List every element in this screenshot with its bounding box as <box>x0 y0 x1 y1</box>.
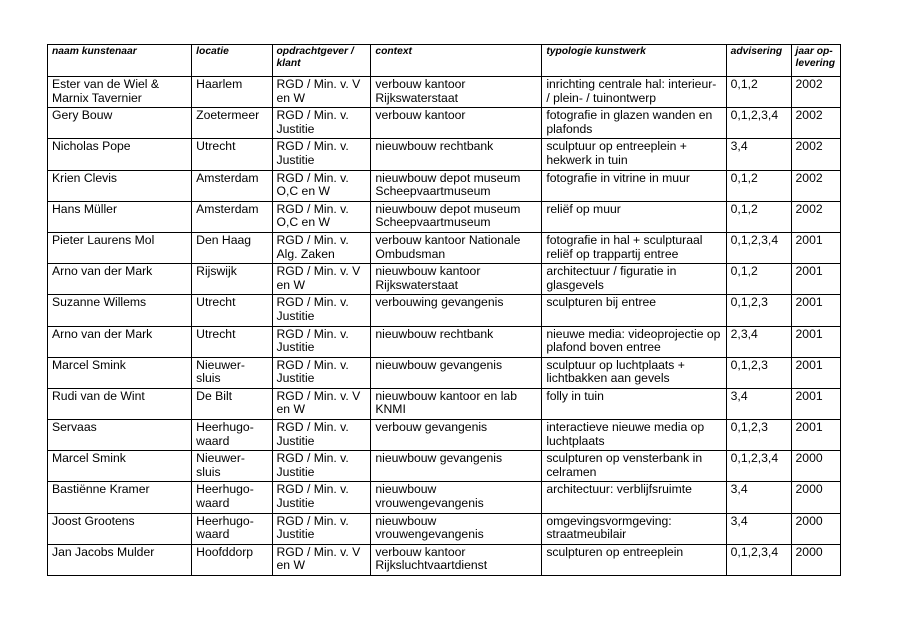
cell-typologie: fotografie in vitrine in muur <box>542 170 726 201</box>
table-row <box>48 201 841 232</box>
table-row <box>48 357 841 388</box>
cell-opdrachtgever: RGD / Min. v. V en W <box>272 77 371 108</box>
table-row <box>48 77 841 108</box>
cell-typologie: reliëf op muur <box>542 201 726 232</box>
cell-jaar-oplevering: 2002 <box>791 108 840 139</box>
cell-typologie: architectuur / figuratie in glasgevels <box>542 264 726 295</box>
cell-advisering: 2,3,4 <box>726 326 791 357</box>
cell-jaar-oplevering: 2001 <box>791 326 840 357</box>
cell-typologie: folly in tuin <box>542 388 726 419</box>
cell-jaar-oplevering: 2000 <box>791 451 840 482</box>
cell-typologie: sculpturen op vensterbank in celramen <box>542 451 726 482</box>
cell-naam-kunstenaar: Ester van de Wiel & Marnix Tavernier <box>48 77 192 108</box>
cell-context: nieuwbouw kantoor Rijkswaterstaat <box>371 264 542 295</box>
cell-opdrachtgever: RGD / Min. v. O,C en W <box>272 201 371 232</box>
cell-naam-kunstenaar: Jan Jacobs Mulder <box>48 544 192 575</box>
table-row <box>48 108 841 139</box>
cell-locatie: Heerhugo-waard <box>192 513 272 544</box>
table-row <box>48 170 841 201</box>
cell-jaar-oplevering: 2000 <box>791 482 840 513</box>
header-naam-kunstenaar: naam kunstenaar <box>48 45 192 77</box>
table-row <box>48 482 841 513</box>
cell-advisering: 0,1,2 <box>726 201 791 232</box>
table-row <box>48 513 841 544</box>
cell-naam-kunstenaar: Suzanne Willems <box>48 295 192 326</box>
cell-context: nieuwbouw rechtbank <box>371 326 542 357</box>
cell-typologie: nieuwe media: videoprojectie op plafond boven entree <box>542 326 726 357</box>
header-locatie: locatie <box>192 45 272 77</box>
cell-locatie: Rijswijk <box>192 264 272 295</box>
cell-typologie: sculpturen op entreeplein <box>542 544 726 575</box>
cell-advisering: 3,4 <box>726 513 791 544</box>
table-row <box>48 388 841 419</box>
cell-jaar-oplevering: 2001 <box>791 232 840 263</box>
cell-advisering: 3,4 <box>726 139 791 170</box>
cell-naam-kunstenaar: Nicholas Pope <box>48 139 192 170</box>
table-body <box>48 77 841 576</box>
cell-context: nieuwbouw vrouwengevangenis <box>371 482 542 513</box>
cell-context: verbouw kantoor Rijksluchtvaartdienst <box>371 544 542 575</box>
cell-locatie: Heerhugo-waard <box>192 482 272 513</box>
cell-opdrachtgever: RGD / Min. v. Justitie <box>272 482 371 513</box>
cell-jaar-oplevering: 2001 <box>791 420 840 451</box>
cell-naam-kunstenaar: Arno van der Mark <box>48 264 192 295</box>
cell-locatie: Zoetermeer <box>192 108 272 139</box>
cell-opdrachtgever: RGD / Min. v. Justitie <box>272 326 371 357</box>
header-opdrachtgever: opdrachtgever / klant <box>272 45 371 77</box>
cell-typologie: inrichting centrale hal: interieur- / plein- / tuinontwerp <box>542 77 726 108</box>
cell-locatie: Nieuwer-sluis <box>192 357 272 388</box>
table-row <box>48 544 841 575</box>
header-context: context <box>371 45 542 77</box>
cell-advisering: 3,4 <box>726 482 791 513</box>
cell-opdrachtgever: RGD / Min. v. Justitie <box>272 139 371 170</box>
cell-opdrachtgever: RGD / Min. v. Justitie <box>272 357 371 388</box>
cell-context: nieuwbouw depot museum Scheepvaartmuseum <box>371 170 542 201</box>
cell-opdrachtgever: RGD / Min. v. V en W <box>272 388 371 419</box>
cell-advisering: 0,1,2,3,4 <box>726 451 791 482</box>
cell-opdrachtgever: RGD / Min. v. O,C en W <box>272 170 371 201</box>
cell-context: nieuwbouw gevangenis <box>371 451 542 482</box>
cell-typologie: architectuur: verblijfsruimte <box>542 482 726 513</box>
artworks-table <box>47 44 841 576</box>
cell-naam-kunstenaar: Joost Grootens <box>48 513 192 544</box>
cell-context: nieuwbouw depot museum Scheepvaartmuseum <box>371 201 542 232</box>
cell-locatie: Utrecht <box>192 295 272 326</box>
cell-naam-kunstenaar: Krien Clevis <box>48 170 192 201</box>
cell-typologie: fotografie in glazen wanden en plafonds <box>542 108 726 139</box>
cell-context: verbouw gevangenis <box>371 420 542 451</box>
cell-typologie: sculptuur op entreeplein + hekwerk in tuin <box>542 139 726 170</box>
cell-locatie: Hoofddorp <box>192 544 272 575</box>
table-row <box>48 139 841 170</box>
cell-jaar-oplevering: 2000 <box>791 513 840 544</box>
cell-advisering: 0,1,2,3 <box>726 357 791 388</box>
cell-advisering: 0,1,2,3,4 <box>726 108 791 139</box>
cell-jaar-oplevering: 2002 <box>791 170 840 201</box>
cell-advisering: 0,1,2 <box>726 77 791 108</box>
cell-opdrachtgever: RGD / Min. v. Justitie <box>272 295 371 326</box>
cell-opdrachtgever: RGD / Min. v. Justitie <box>272 108 371 139</box>
cell-locatie: Heerhugo-waard <box>192 420 272 451</box>
cell-jaar-oplevering: 2001 <box>791 264 840 295</box>
cell-advisering: 0,1,2 <box>726 264 791 295</box>
cell-jaar-oplevering: 2001 <box>791 357 840 388</box>
cell-opdrachtgever: RGD / Min. v. Justitie <box>272 513 371 544</box>
cell-opdrachtgever: RGD / Min. v. V en W <box>272 544 371 575</box>
cell-opdrachtgever: RGD / Min. v. Justitie <box>272 451 371 482</box>
cell-opdrachtgever: RGD / Min. v. Alg. Zaken <box>272 232 371 263</box>
cell-locatie: Haarlem <box>192 77 272 108</box>
cell-locatie: Amsterdam <box>192 201 272 232</box>
cell-typologie: fotografie in hal + sculpturaal reliëf op trappartij entree <box>542 232 726 263</box>
table-row <box>48 232 841 263</box>
cell-locatie: Utrecht <box>192 139 272 170</box>
cell-naam-kunstenaar: Arno van der Mark <box>48 326 192 357</box>
cell-advisering: 0,1,2,3 <box>726 420 791 451</box>
cell-context: nieuwbouw vrouwengevangenis <box>371 513 542 544</box>
cell-typologie: sculpturen bij entree <box>542 295 726 326</box>
cell-naam-kunstenaar: Pieter Laurens Mol <box>48 232 192 263</box>
table-row <box>48 295 841 326</box>
cell-locatie: Nieuwer-sluis <box>192 451 272 482</box>
cell-context: nieuwbouw kantoor en lab KNMI <box>371 388 542 419</box>
cell-naam-kunstenaar: Hans Müller <box>48 201 192 232</box>
header-typologie: typologie kunstwerk <box>542 45 726 77</box>
table-row <box>48 451 841 482</box>
cell-typologie: interactieve nieuwe media op luchtplaats <box>542 420 726 451</box>
cell-advisering: 0,1,2 <box>726 170 791 201</box>
cell-jaar-oplevering: 2001 <box>791 388 840 419</box>
cell-context: verbouw kantoor Nationale Ombudsman <box>371 232 542 263</box>
cell-locatie: De Bilt <box>192 388 272 419</box>
cell-typologie: omgevingsvormgeving: straatmeubilair <box>542 513 726 544</box>
cell-jaar-oplevering: 2002 <box>791 77 840 108</box>
cell-context: nieuwbouw rechtbank <box>371 139 542 170</box>
cell-advisering: 0,1,2,3 <box>726 295 791 326</box>
table-row <box>48 326 841 357</box>
cell-context: verbouw kantoor <box>371 108 542 139</box>
cell-naam-kunstenaar: Servaas <box>48 420 192 451</box>
cell-jaar-oplevering: 2002 <box>791 139 840 170</box>
table-row <box>48 264 841 295</box>
cell-opdrachtgever: RGD / Min. v. Justitie <box>272 420 371 451</box>
cell-typologie: sculptuur op luchtplaats + lichtbakken aan gevels <box>542 357 726 388</box>
cell-jaar-oplevering: 2000 <box>791 544 840 575</box>
table-row <box>48 420 841 451</box>
cell-locatie: Den Haag <box>192 232 272 263</box>
cell-naam-kunstenaar: Marcel Smink <box>48 451 192 482</box>
cell-advisering: 0,1,2,3,4 <box>726 232 791 263</box>
cell-naam-kunstenaar: Rudi van de Wint <box>48 388 192 419</box>
header-row <box>48 45 841 77</box>
cell-jaar-oplevering: 2001 <box>791 295 840 326</box>
cell-context: nieuwbouw gevangenis <box>371 357 542 388</box>
cell-naam-kunstenaar: Marcel Smink <box>48 357 192 388</box>
cell-opdrachtgever: RGD / Min. v. V en W <box>272 264 371 295</box>
cell-advisering: 0,1,2,3,4 <box>726 544 791 575</box>
cell-context: verbouwing gevangenis <box>371 295 542 326</box>
cell-advisering: 3,4 <box>726 388 791 419</box>
header-advisering: advisering <box>726 45 791 77</box>
cell-context: verbouw kantoor Rijkswaterstaat <box>371 77 542 108</box>
header-jaar-oplevering: jaar op-levering <box>791 45 840 77</box>
cell-jaar-oplevering: 2002 <box>791 201 840 232</box>
cell-locatie: Amsterdam <box>192 170 272 201</box>
cell-naam-kunstenaar: Bastiënne Kramer <box>48 482 192 513</box>
cell-locatie: Utrecht <box>192 326 272 357</box>
cell-naam-kunstenaar: Gery Bouw <box>48 108 192 139</box>
